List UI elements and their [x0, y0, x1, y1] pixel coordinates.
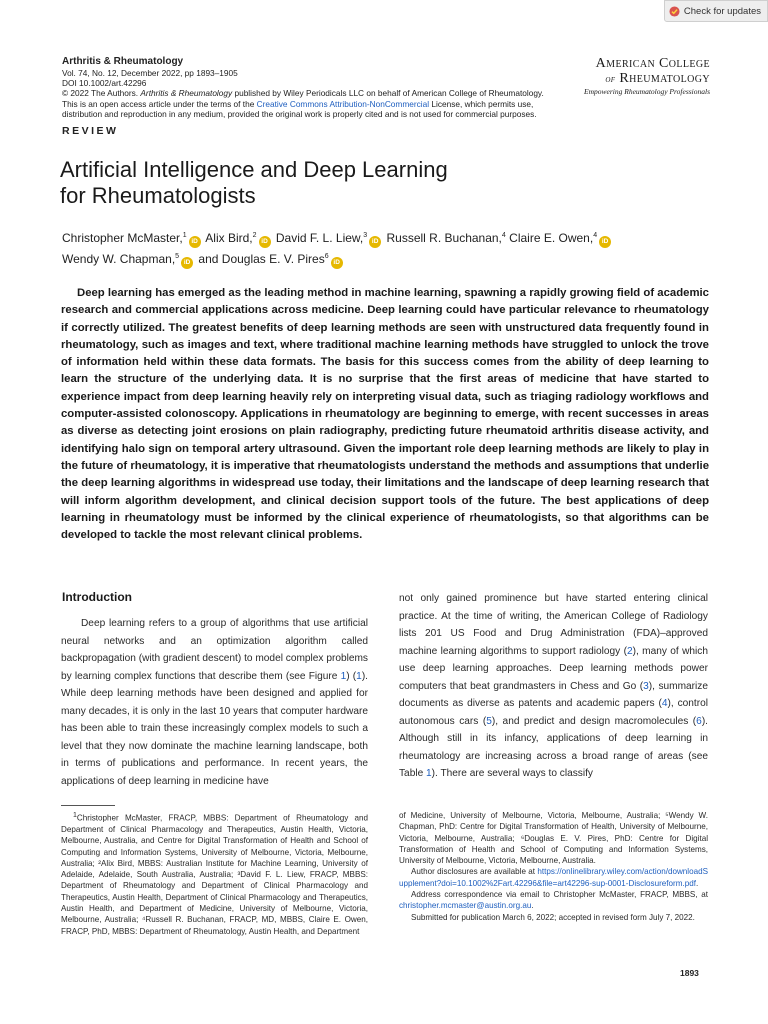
orcid-icon[interactable]: iD	[331, 257, 343, 269]
orcid-icon[interactable]: iD	[599, 236, 611, 248]
footnote-affiliations-right	[399, 810, 708, 923]
figure-link[interactable]: 1	[340, 670, 347, 682]
journal-header	[62, 56, 582, 119]
intro-heading: Introduction	[62, 590, 132, 604]
page-number: 1893	[680, 968, 699, 978]
author-list: Christopher McMaster,$^1$iD Alix Bird,$^2$iD David F. L. Liew,$^3$iD Russell R. Buchanan,$^4$ Claire E. Owen,$^4$iD Wendy W. Chapman,$^5$iD and Douglas E. V. Pires$^6$iD	[62, 227, 712, 269]
author-name: Alix Bird,	[205, 231, 253, 245]
check-updates-icon	[669, 6, 680, 17]
check-for-updates-label: Check for updates	[683, 5, 761, 17]
intro-column-left: Deep learning refers to a group of algorithms that use artificial neural networks and an optimization algorithm called backpropagation (with gradient descent) to model complex problems by learning complex functions that describe them (see Figure 1) (1). While deep learning methods have been designed and applied for many decades, it is only in the last 10 years that computer hardware has been able to train these increasingly complex models to such a level that they now dominate the machine learning landscape, both in terms of publications and performance. In recent years, the applications of deep learning in medicine have	[61, 618, 368, 787]
intro-column-right: not only gained prominence but have started entering clinical practice. At the time of writing, the American College of Radiology lists 201 US Food and Drug Administration (FDA)–approved machine learning algorithms to support radiology (2), many of which use deep learning approaches. Deep learning methods power computers that beat grandmasters in Chess and Go (3), summarize documents as diverse as patents and academic papers (4), control autonomous cars (5), and predict and design macromolecules (6). Although still in its infancy, applications of deep learning in rheumatology are increasing across a broad range of areas (see Table 1). There are several ways to classify	[399, 593, 708, 779]
reference-link[interactable]: 4	[661, 698, 668, 709]
license-link[interactable]: Creative Commons Attribution-NonCommercial	[256, 98, 430, 109]
article-title: Artificial Intelligence and Deep Learning for Rheumatologists	[60, 157, 448, 208]
orcid-icon[interactable]: iD	[369, 236, 381, 248]
copyright-line: © 2022 The Authors. Arthritis & Rheumatology published by Wiley Periodicals LLC on behalf of American College of Rheumatology.	[62, 88, 544, 99]
author-name: Claire E. Owen,	[509, 231, 594, 245]
table-link[interactable]: 1	[426, 768, 432, 779]
doi: DOI 10.1002/art.42296	[62, 78, 147, 89]
author-name: Russell R. Buchanan,	[386, 231, 502, 245]
reference-link[interactable]: 6	[696, 715, 702, 727]
logo-tagline: Empowering Rheumatology Professionals	[584, 87, 710, 96]
author-name: Wendy W. Chapman,	[62, 252, 176, 266]
reference-link[interactable]: 3	[643, 680, 649, 692]
section-label: REVIEW	[62, 125, 119, 137]
orcid-icon[interactable]: iD	[259, 236, 271, 248]
journal-name: Arthritis & Rheumatology	[62, 56, 184, 67]
check-for-updates-button[interactable]	[664, 0, 768, 22]
license-terms: distribution and reproduction in any medium, provided the original work is properly cited and is not used for commercial purposes.	[62, 108, 537, 119]
orcid-icon[interactable]: iD	[181, 257, 193, 269]
abstract: Deep learning has emerged as the leading method in machine learning, spawning a rapidly growing field of academic research and commercial applications across medicine. Deep learning could have particular relevance to rheumatology if correctly utilized. The greatest benefits of deep learning methods are seen with unstructured data frequently found in rheumatology, such as images and text, where traditional machine learning methods have struggled to unlock the trove of information held within these data formats. The basis for this success comes from the ability of deep learning to learn the structure of the underlying data. It is no surprise that the first areas of medicine that have started to experience impact from deep learning heavily rely on interpreting visual data, such as triaging radiology workflows and computer-assisted colonoscopy. Applications in rheumatology are beginning to emerge, with recent successes in areas as diverse as detecting joint erosions on plain radiography, predicting future rheumatoid arthritis disease activity, and identifying halo sign on temporal artery ultrasound. Given the important role deep learning methods are likely to play in the future of rheumatology, it is imperative that rheumatologists understand the methods and assumptions that underlie the deep learning algorithms in widespread use today, their limitations and the landscape of deep learning research that will inform algorithm development, and clinical decision support tools of the future. The best applications of deep learning in rheumatology must be informed by the clinical experience of rheumatologists, so that algorithms can be developed to tackle the most relevant clinical problems.	[61, 287, 709, 542]
volume-info: Vol. 74, No. 12, December 2022, pp 1893–1905	[62, 68, 238, 78]
license-line: This is an open access article under the terms of the Creative Commons Attribution-NonCommercial License, which permits use,	[62, 98, 534, 109]
footnote-correspondence: Address correspondence via email to Christopher McMaster, FRACP, MBBS, at christopher.mcmaster@austin.org.au.	[399, 890, 708, 911]
disclosure-link[interactable]: https://onlinelibrary.wiley.com/action/downloadSupplement?doi=10.1002%2Fart.42296&file=art42296-sup-0001-Disclosureform.pdf	[399, 867, 708, 888]
footnote-disclosures: Author disclosures are available at https://onlinelibrary.wiley.com/action/downloadSupplement?doi=10.1002%2Fart.42296&file=art42296-sup-0001-Disclosureform.pdf.	[399, 867, 708, 888]
author-name: David F. L. Liew,	[275, 231, 364, 245]
logo-line1: American College	[595, 56, 710, 71]
reference-link[interactable]: 2	[626, 645, 633, 657]
author-name: Christopher McMaster,	[62, 231, 183, 245]
reference-link[interactable]: 5	[486, 715, 492, 727]
footnote-affiliations-cont: of Medicine, University of Melbourne, Victoria, Melbourne, Australia; ⁵Wendy W. Chapman, PhD: Centre for Digital Transformation of Health, University of Melbourne, Victoria, Melbourne, Australia; ⁶Douglas E. V. Pires, PhD: Centre for Digital Transformation of Health and School of Computing and Information Systems, University of Melbourne, Victoria, Melbourne, Australia.	[399, 811, 708, 866]
footnote-submission: Submitted for publication March 6, 2022; accepted in revised form July 7, 2022.	[411, 912, 695, 922]
reference-link[interactable]: 1	[356, 670, 362, 682]
orcid-icon[interactable]: iD	[189, 236, 201, 248]
author-name: and Douglas E. V. Pires	[198, 252, 325, 266]
email-link[interactable]: christopher.mcmaster@austin.org.au	[399, 901, 532, 911]
footnote-divider	[61, 805, 115, 806]
footnote-affiliations-left: $^1$Christopher McMaster, FRACP, MBBS: Department of Rheumatology and Department of Clinical Pharmacology and Therapeutics, Austin Health, Victoria, Melbourne, Australia, and Centre for Digital Transformation of Health and School of Computing and Information Systems, University of Melbourne, Victoria, Melbourne, Australia; ²Alix Bird, MBBS: Australian Institute for Machine Learning, University of Adelaide, Adelaide, South Australia, Australia; ³David F. L. Liew, FRACP, MBBS: Department of Rheumatology and Department of Clinical Pharmacology and Therapeutics, Austin Health, Department of Clinical Pharmacology and Therapeutics, Austin Health, and Department of Medicine, University of Melbourne, Victoria, Melbourne, Australia; ⁴Russell R. Buchanan, FRACP, MD, MBBS, Claire E. Owen, FRACP, PhD, MBBS: Department of Rheumatology, Austin Health, and Department	[61, 812, 368, 936]
logo-line2: of Rheumatology	[605, 71, 710, 86]
acr-logo	[570, 56, 710, 97]
